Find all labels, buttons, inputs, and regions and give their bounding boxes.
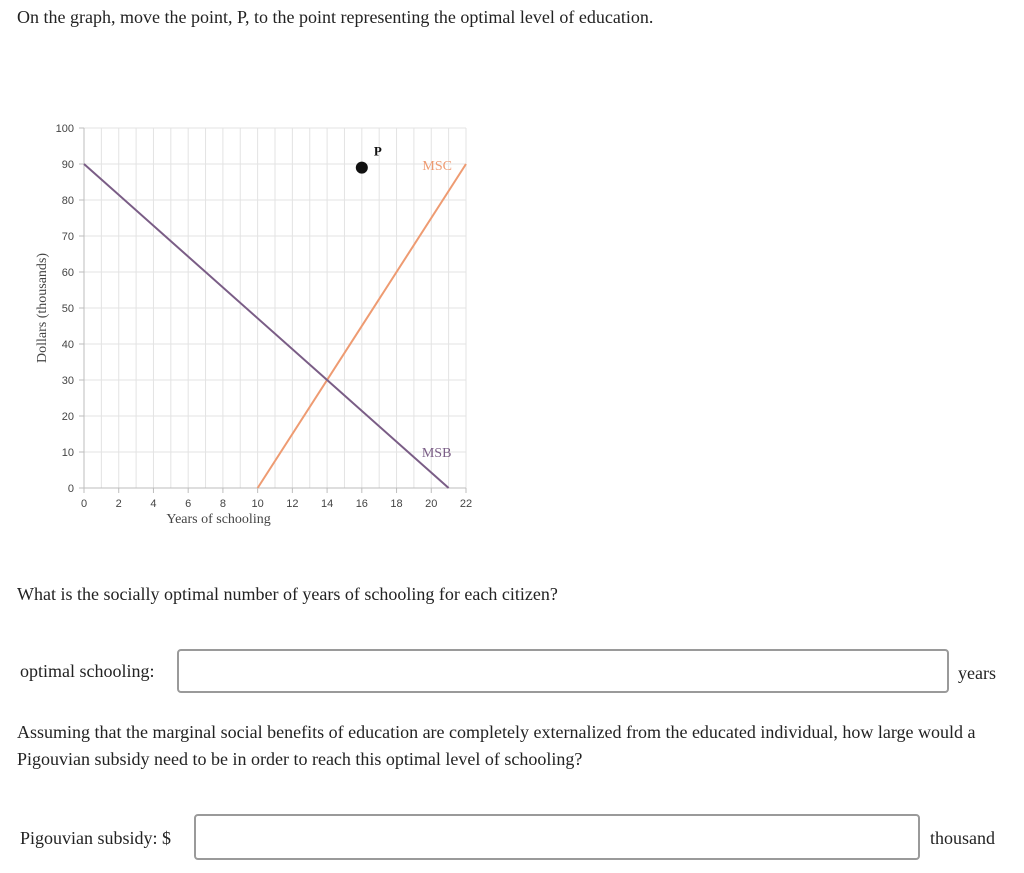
question-pigouvian-subsidy: Assuming that the marginal social benefits of education are completely externalized from the educated individual, how large would a Pigouvian subsidy need to be in order to reach this optimal level of schooling?	[17, 722, 976, 769]
x-tick-label: 10	[251, 498, 264, 510]
chart-labels	[35, 159, 452, 527]
x-tick-label: 14	[320, 498, 334, 510]
years-unit-label: years	[958, 663, 996, 683]
y-tick-label: 20	[61, 411, 74, 423]
x-tick-label: 16	[355, 498, 368, 510]
optimal-schooling-input[interactable]	[177, 649, 949, 693]
x-tick-label: 20	[425, 498, 438, 510]
x-tick-label: 0	[80, 498, 88, 510]
chart-grid	[84, 128, 466, 488]
y-tick-label: 80	[61, 195, 74, 207]
y-tick-label: 100	[55, 123, 74, 135]
x-tick-label: 12	[286, 498, 299, 510]
msc-curve-label: MSC	[422, 159, 452, 174]
y-tick-label: 10	[61, 447, 74, 459]
question-optimal-schooling: What is the socially optimal number of years of schooling for each citizen?	[17, 584, 558, 604]
movable-point-p[interactable]	[356, 162, 368, 174]
y-tick-label: 40	[61, 339, 74, 351]
x-tick-label: 8	[219, 498, 226, 510]
y-tick-label: 50	[61, 303, 74, 315]
pigouvian-subsidy-label: Pigouvian subsidy: $	[20, 828, 172, 848]
x-tick-label: 6	[185, 498, 192, 510]
y-tick-label: 60	[61, 267, 74, 279]
x-tick-label: 4	[150, 498, 157, 510]
optimal-schooling-label: optimal schooling:	[20, 661, 155, 681]
instruction-text: On the graph, move the point, P, to the point representing the optimal level of education.	[17, 7, 654, 27]
x-tick-label: 2	[115, 498, 122, 510]
y-tick-label: 90	[61, 159, 74, 171]
pigouvian-subsidy-input[interactable]	[194, 814, 920, 860]
msb-curve-label: MSB	[421, 446, 452, 461]
point-p-group	[356, 144, 382, 174]
y-tick-label: 30	[61, 375, 74, 387]
point-p-label: P	[373, 143, 382, 159]
x-axis-ticks	[81, 488, 472, 510]
x-axis-label: Years of schooling	[166, 512, 271, 527]
x-tick-label: 22	[459, 498, 473, 510]
y-axis-label: Dollars (thousands)	[35, 252, 50, 364]
y-axis-ticks	[56, 123, 84, 495]
thousand-unit-label: thousand	[930, 828, 995, 848]
x-tick-label: 18	[390, 498, 403, 510]
supply-demand-chart[interactable]	[0, 110, 500, 540]
y-tick-label: 70	[61, 231, 74, 243]
y-tick-label: 0	[67, 483, 74, 495]
msb-curve	[84, 164, 449, 488]
